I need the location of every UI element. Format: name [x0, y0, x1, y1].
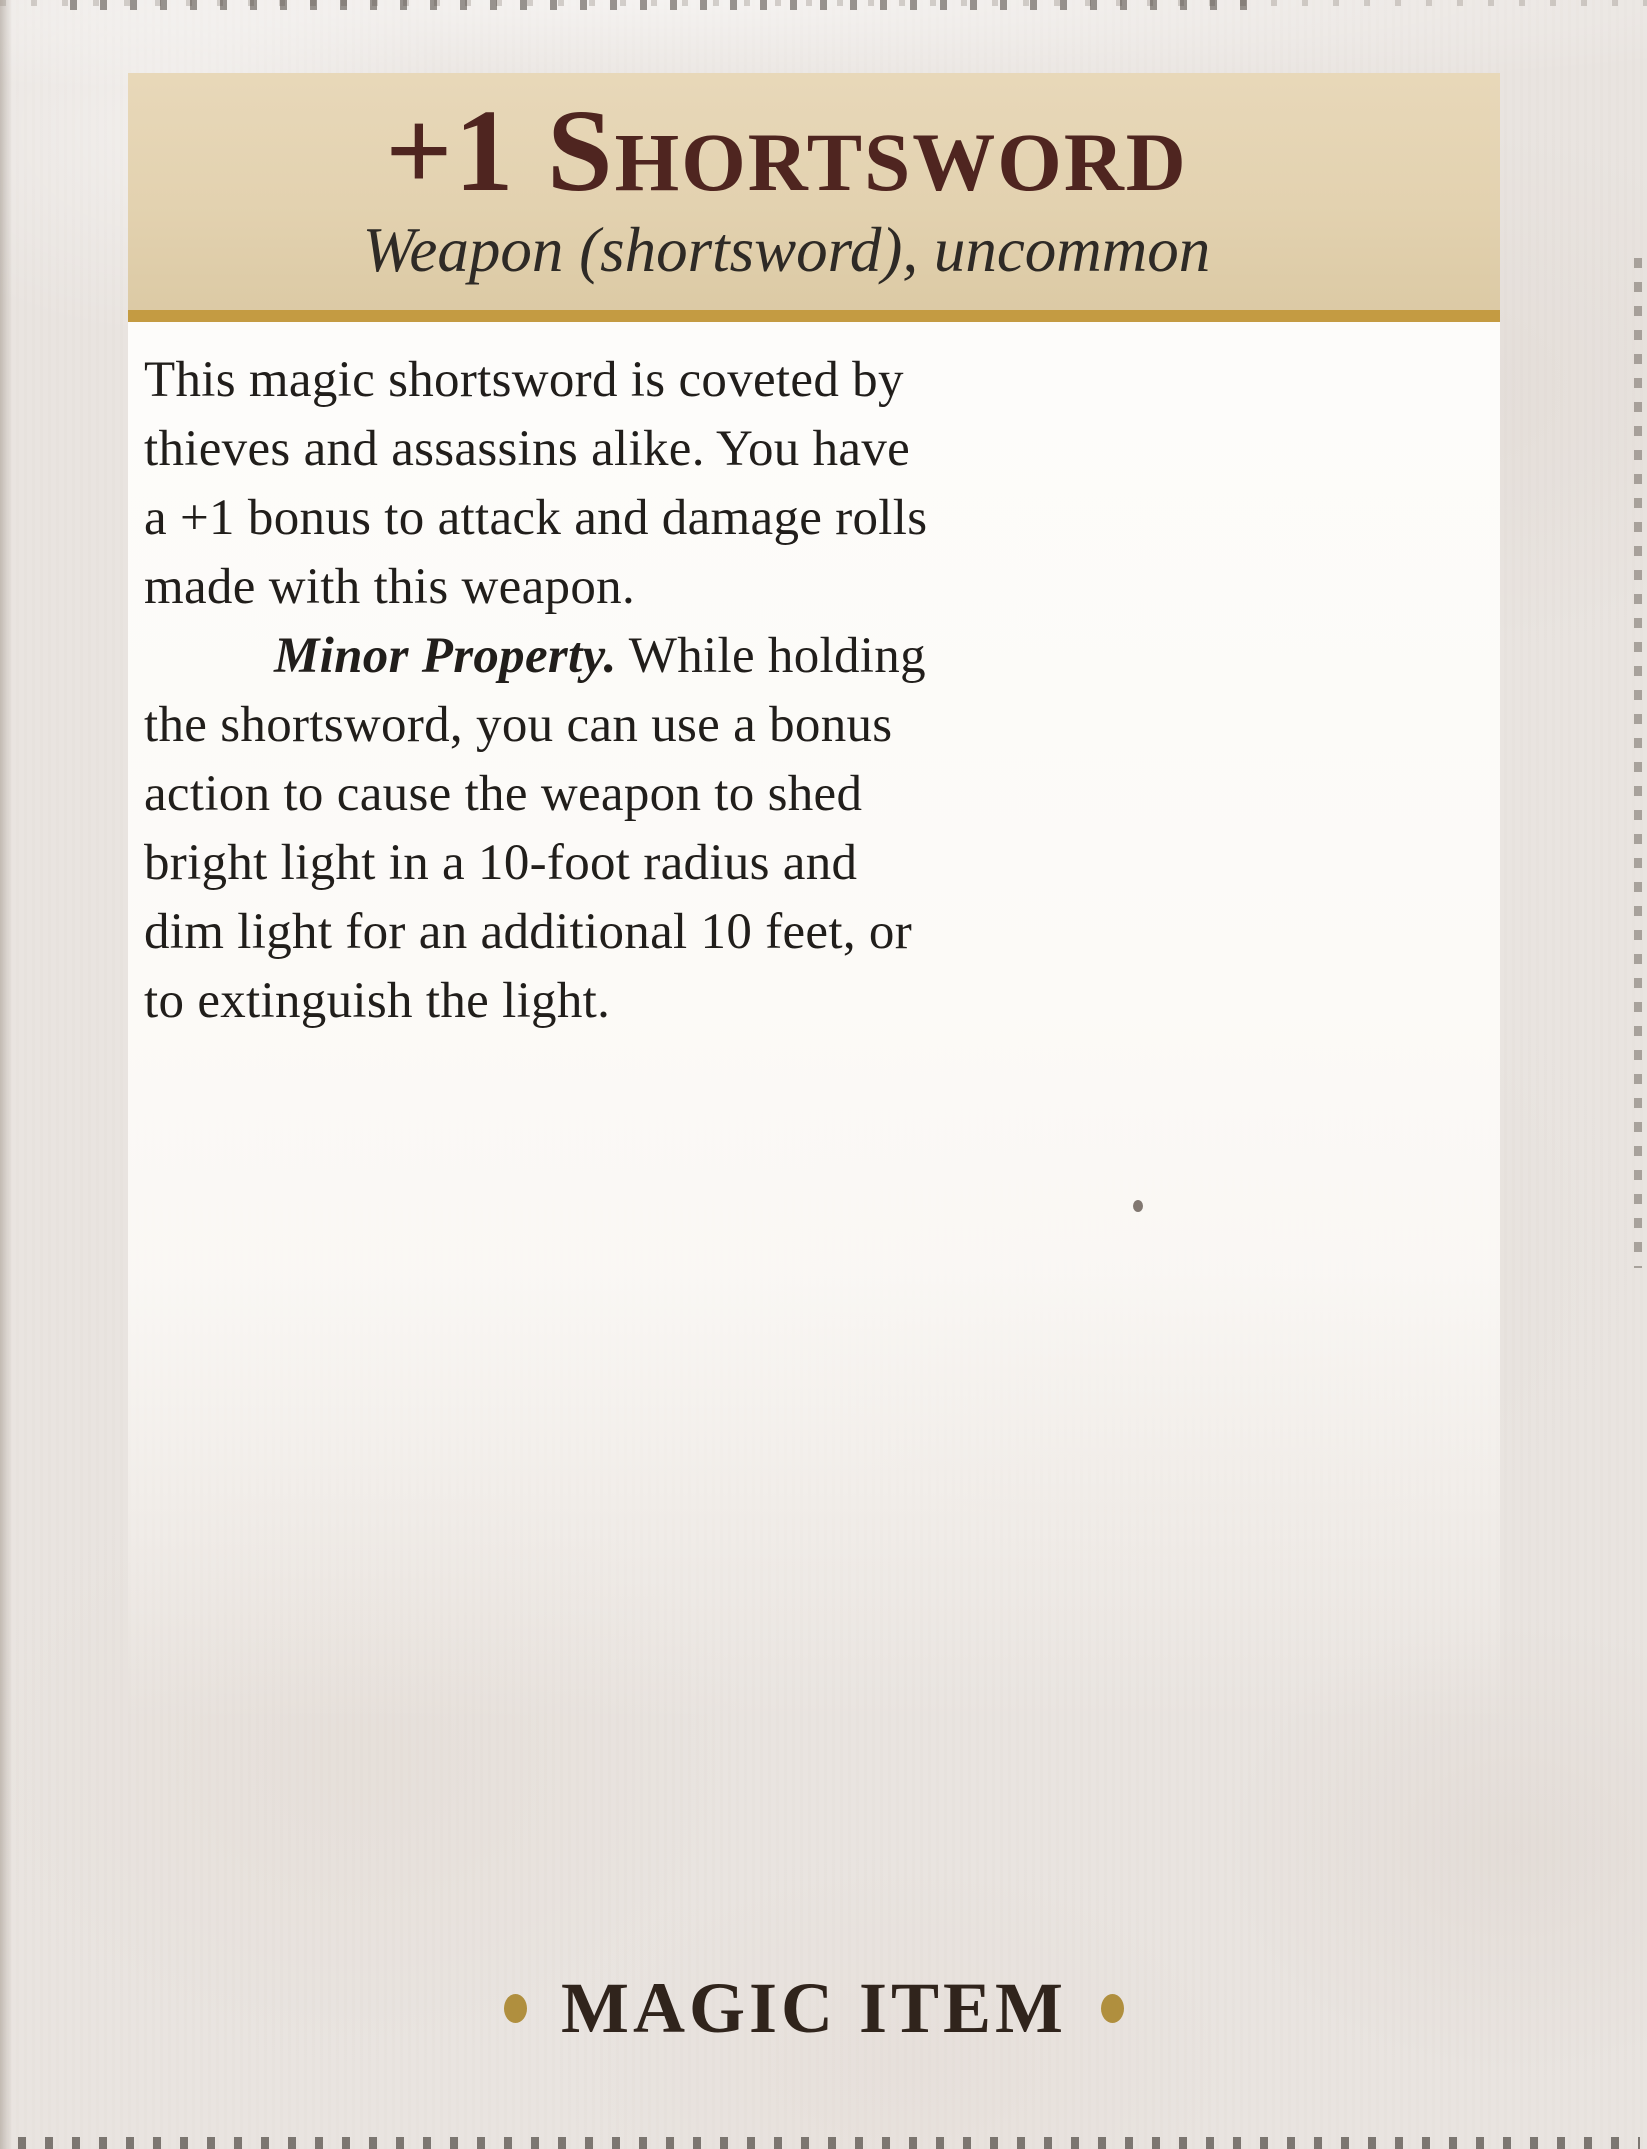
- card-body: [128, 322, 1500, 1722]
- body-text-line: a +1 bonus to attack and damage rolls: [144, 490, 928, 546]
- perforated-edge-top: [70, 0, 1260, 10]
- card-header: [128, 73, 1500, 322]
- body-text-line: dim light for an additional 10 feet, or: [144, 904, 913, 960]
- item-title: +1 Shortsword: [385, 85, 1188, 216]
- minor-property-label: Minor Property.: [274, 628, 617, 684]
- body-text-line: made with this weapon.: [144, 559, 636, 615]
- body-text-line: the shortsword, you can use a bonus: [144, 697, 893, 753]
- footer-bullet-right-icon: [1101, 1994, 1124, 2023]
- torn-edge-left: [0, 0, 12, 2149]
- body-text-line: to extinguish the light.: [144, 973, 611, 1029]
- footer-label: MAGIC ITEM: [561, 1968, 1067, 2048]
- card-footer: [128, 1968, 1500, 2048]
- perforated-edge-bottom: [18, 2137, 1640, 2149]
- body-text-line: thieves and assassins alike. You have: [144, 421, 911, 477]
- perforated-edge-right: [1634, 258, 1642, 1268]
- item-type-rarity: Weapon (shortsword), uncommon: [362, 215, 1211, 285]
- body-text-span: While holding: [628, 628, 926, 684]
- body-text-line: action to cause the weapon to shed: [144, 766, 863, 822]
- body-text-line: This magic shortsword is coveted by: [144, 352, 904, 408]
- scan-speck: [1133, 1200, 1143, 1212]
- body-text-line: [144, 622, 1466, 691]
- item-description: [144, 346, 1466, 1036]
- body-text-line: bright light in a 10-foot radius and: [144, 835, 858, 891]
- footer-bullet-left-icon: [504, 1994, 527, 2023]
